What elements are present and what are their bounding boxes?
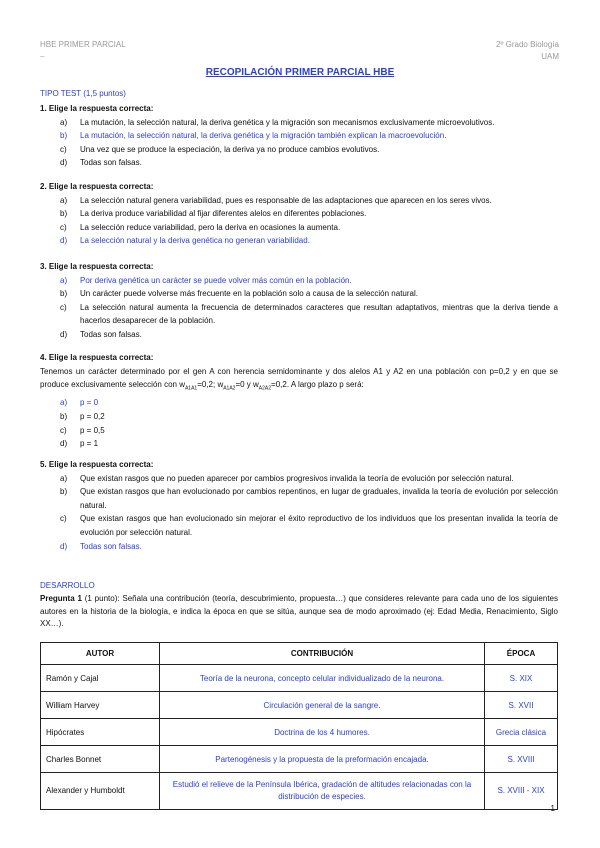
page-header-right	[496, 39, 559, 63]
question-heading: 4. Elige la respuesta correcta:	[40, 353, 154, 362]
cell-autor: Ramón y Cajal	[41, 665, 160, 692]
header-degree: 2º Grado Biología	[496, 40, 559, 49]
option-d: d) Todas son falsas.	[60, 329, 142, 339]
cell-contribucion: Circulación general de la sangre.	[160, 692, 485, 719]
cell-contribucion: Doctrina de los 4 humores.	[160, 719, 485, 746]
option-a-correct: a) p = 0	[60, 398, 99, 408]
column-header-autor: AUTOR	[41, 643, 160, 665]
option-b: b) La deriva produce variabilidad al fijar diferentes alelos en diferentes poblaciones.	[60, 209, 367, 219]
question-text: (1 punto): Señala una contribución (teoría, descubrimiento, propuesta…) que consideres relevante para cada uno de los siguientes autores en la historia de la biología, e indica la época en que se sitúa, aunque sea de modo aproximado (ej: Edad Media, Renacimiento, Siglo XX…).	[40, 594, 559, 628]
cell-epoca: Grecia clásica	[485, 719, 558, 746]
question-4	[40, 351, 558, 451]
cell-contribucion: Estudió el relieve de la Península Ibérica, gradación de altitudes relacionadas con la distribución de especies.	[160, 773, 485, 810]
authors-table	[40, 642, 558, 810]
cell-epoca: S. XVIII	[485, 746, 558, 773]
question-label: Pregunta 1	[40, 594, 82, 603]
option-d-correct: d) Todas son falsas.	[60, 541, 142, 551]
option-c: c) La selección reduce variabilidad, pero la deriva en ocasiones la aumenta.	[60, 222, 341, 232]
question-heading: 3. Elige la respuesta correcta:	[40, 262, 154, 271]
development-question-1	[40, 593, 558, 631]
table-row	[41, 692, 558, 719]
option-c: c) p = 0,5	[60, 425, 105, 435]
cell-epoca: S. XVII	[485, 692, 558, 719]
cell-autor: William Harvey	[41, 692, 160, 719]
table-row	[41, 773, 558, 810]
option-b: b) Que existan rasgos que han evolucionado por cambios repentinos, en lugar de graduales, invalida la teoría de evolución por selección natural.	[60, 487, 558, 510]
question-3	[40, 260, 558, 342]
cell-autor: Alexander y Humboldt	[41, 773, 160, 810]
question-stem: Tenemos un carácter determinado por el gen A con herencia semidominante y dos alelos A1 y A2 en una población con p=0,2 y en que se produce exclusivamente selección con $w_{A1A1}=0,2$; $w_{A1A2}=0$ y $w_{A2A2}=0,2$. A largo plazo p será:	[40, 366, 558, 392]
header-course: HBE PRIMER PARCIAL	[40, 40, 126, 49]
option-d-correct: d) La selección natural y la deriva genética no generan variabilidad.	[60, 236, 310, 246]
column-header-contribucion: CONTRIBUCIÓN	[160, 643, 485, 665]
test-section-heading: TIPO TEST (1,5 puntos)	[40, 89, 126, 98]
cell-autor: Hipócrates	[41, 719, 160, 746]
question-heading: 5. Elige la respuesta correcta:	[40, 460, 154, 469]
option-b: b) p = 0,2	[60, 411, 105, 421]
cell-epoca: S. XIX	[485, 665, 558, 692]
option-a: a) La mutación, la selección natural, la deriva genética y la migración son mecanismos exclusivamente microevolutivos.	[60, 117, 495, 127]
development-section-heading: DESARROLLO	[40, 581, 95, 590]
document-title: RECOPILACIÓN PRIMER PARCIAL HBE	[205, 67, 395, 78]
column-header-epoca: ÉPOCA	[485, 643, 558, 665]
option-c: c) La selección natural aumenta la frecuencia de determinados caracteres que resultan adaptativos, mientras que la deriva tiende a hacerlos desaparecer de la población.	[60, 302, 558, 326]
option-c: c) Una vez que se produce la especiación, la deriva ya no produce cambios evolutivos.	[60, 144, 380, 154]
question-2	[40, 180, 558, 248]
option-a: a) Que existan rasgos que no pueden aparecer por cambios progresivos invalida la teoría de evolución por selección natural.	[60, 473, 514, 483]
question-heading: 1. Elige la respuesta correcta:	[40, 104, 154, 113]
cell-autor: Charles Bonnet	[41, 746, 160, 773]
cell-epoca: S. XVIII - XIX	[485, 773, 558, 810]
page-number: 1	[550, 804, 555, 813]
option-a-correct: a) Por deriva genética un carácter se puede volver más común en la población.	[60, 275, 352, 285]
option-d: d) Todas son falsas.	[60, 158, 142, 168]
header-university: UAM	[541, 52, 559, 61]
option-b-correct: b) La mutación, la selección natural, la deriva genética y la migración también explican la macroevolución.	[60, 131, 447, 141]
table-row	[41, 719, 558, 746]
cell-contribucion: Partenogénesis y la propuesta de la preformación encajada.	[160, 746, 485, 773]
option-d: d) p = 1	[60, 439, 99, 449]
question-1	[40, 102, 558, 170]
cell-contribucion: Teoría de la neurona, concepto celular individualizado de la neurona.	[160, 665, 485, 692]
table-header-row	[41, 643, 558, 665]
option-b: b) Un carácter puede volverse más frecuente en la población solo a causa de la selección natural.	[60, 289, 418, 299]
question-heading: 2. Elige la respuesta correcta:	[40, 182, 154, 191]
option-c: c) Que existan rasgos que han evolucionado sin mejorar el éxito reproductivo de los individuos que los presentan invalida la teoría de evolución por selección natural.	[60, 514, 558, 537]
header-dash: –	[40, 52, 45, 61]
question-5	[40, 458, 558, 553]
table-row	[41, 665, 558, 692]
option-a: a) La selección natural genera variabilidad, pues es responsable de las adaptaciones que aparecen en los seres vivos.	[60, 195, 492, 205]
page-header-left	[40, 39, 126, 63]
table-row	[41, 746, 558, 773]
